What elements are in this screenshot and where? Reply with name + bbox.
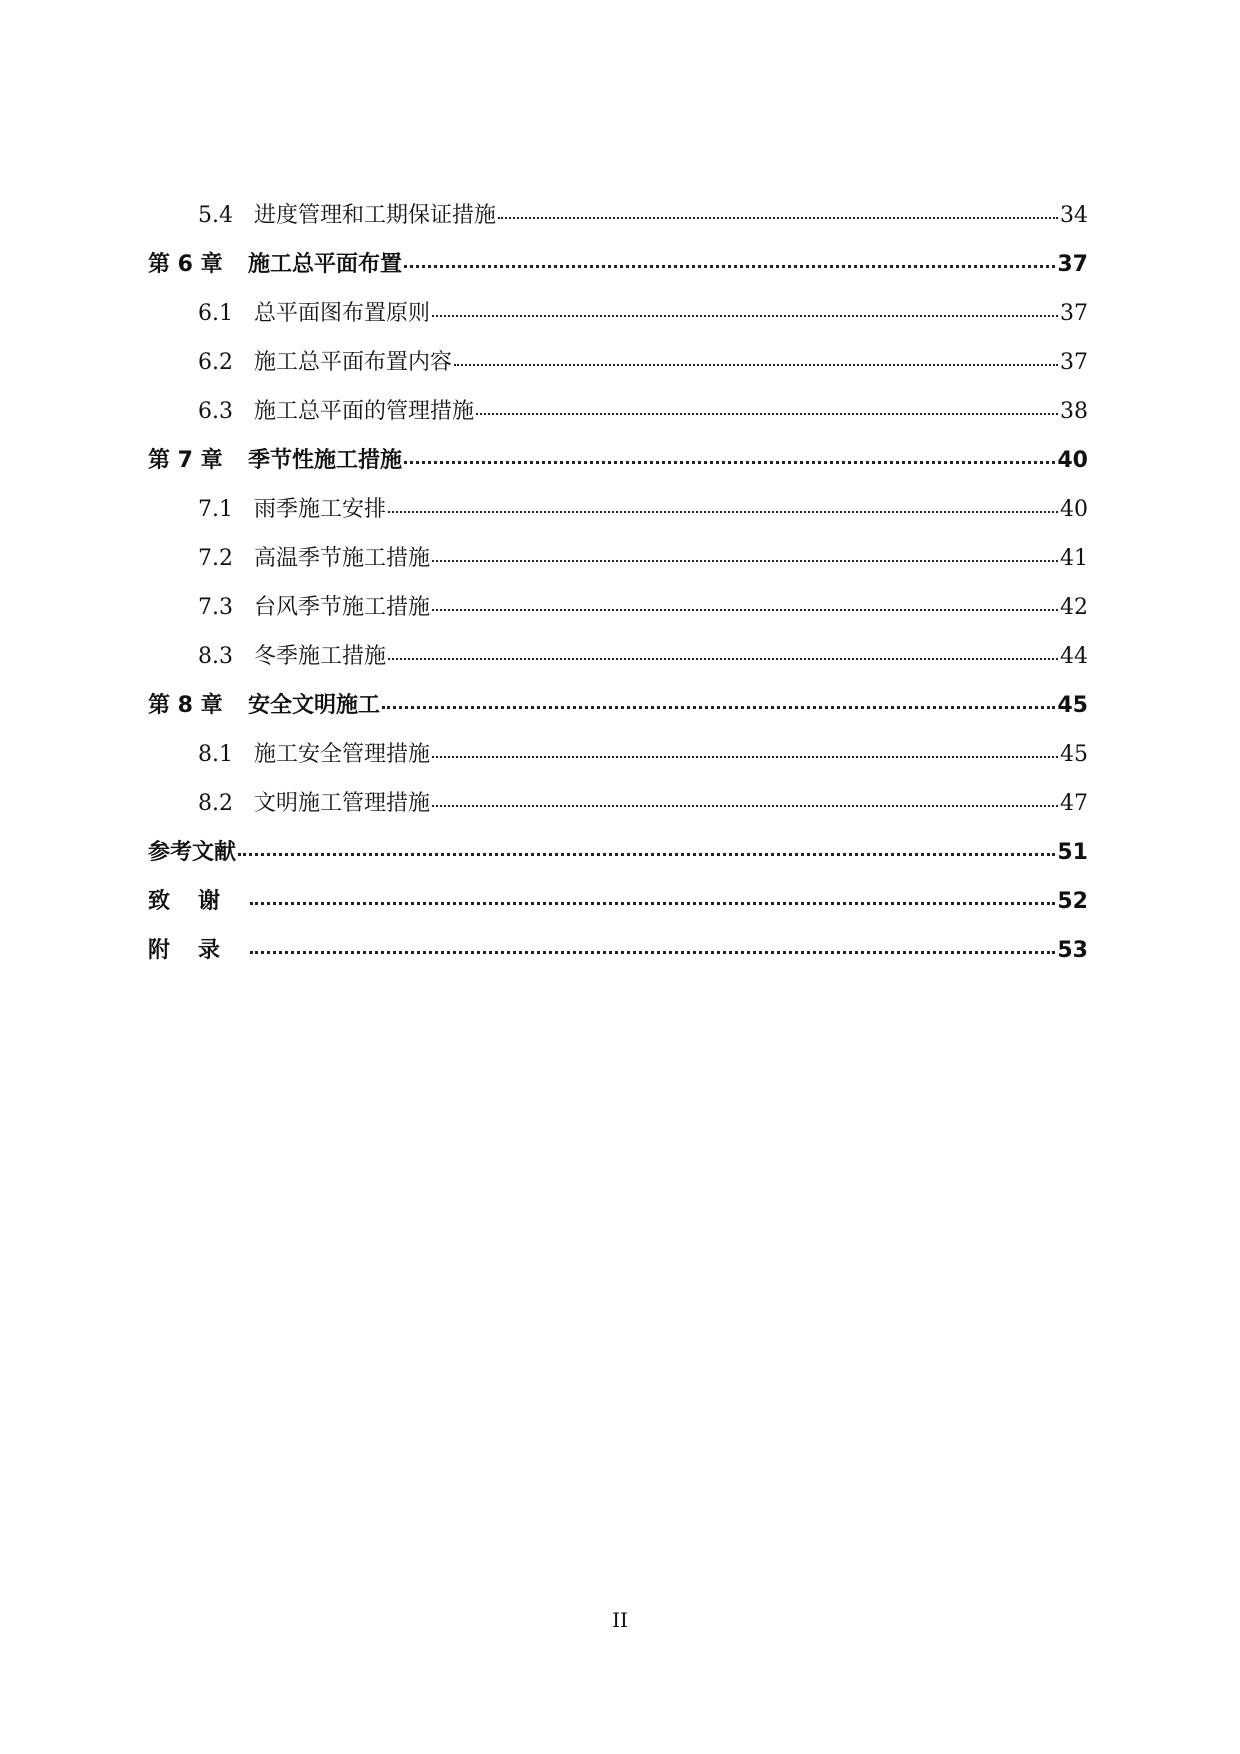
toc-section-entry[interactable] (148, 296, 1088, 345)
toc-entry-title: 致谢 (148, 889, 249, 914)
toc-entry-page: 34 (1060, 203, 1088, 228)
toc-entry-page: 47 (1060, 791, 1088, 816)
toc-entry-page: 37 (1060, 350, 1088, 375)
toc-entry-number: 8.3 (198, 644, 233, 669)
toc-entry-page: 40 (1060, 497, 1088, 522)
toc-chapter-entry[interactable] (148, 835, 1088, 884)
toc-dot-leader (454, 347, 1058, 369)
toc-entry-number: 5.4 (198, 203, 233, 228)
toc-entry-number: 6.2 (198, 350, 233, 375)
toc-entry-number: 第 8 章 (148, 693, 223, 718)
toc-dot-leader (250, 886, 1055, 908)
toc-entry-page: 44 (1060, 644, 1088, 669)
toc-entry-number: 8.1 (198, 742, 233, 767)
toc-entry-page: 37 (1057, 252, 1088, 277)
toc-chapter-entry[interactable] (148, 247, 1088, 296)
toc-entry-number: 7.2 (198, 546, 233, 571)
toc-entry-title: 高温季节施工措施 (254, 546, 431, 571)
toc-entry-page: 38 (1060, 399, 1088, 424)
toc-entry-page: 53 (1057, 938, 1088, 963)
toc-dot-leader (432, 739, 1058, 761)
toc-entry-number: 第 6 章 (148, 252, 223, 277)
toc-dot-leader (388, 494, 1058, 516)
toc-entry-title: 冬季施工措施 (254, 644, 387, 669)
toc-dot-leader (432, 298, 1058, 320)
toc-entry-page: 40 (1057, 448, 1088, 473)
toc-entry-title: 施工总平面布置内容 (254, 350, 453, 375)
toc-entry-number: 6.1 (198, 301, 233, 326)
toc-dot-leader (404, 249, 1055, 271)
toc-entry-page: 51 (1057, 840, 1088, 865)
toc-entry-title: 参考文献 (148, 840, 237, 865)
toc-section-entry[interactable] (148, 590, 1088, 639)
toc-entry-page: 45 (1057, 693, 1088, 718)
toc-dot-leader (404, 445, 1055, 467)
toc-dot-leader (238, 837, 1055, 859)
toc-chapter-entry[interactable] (148, 688, 1088, 737)
toc-entry-page: 45 (1060, 742, 1088, 767)
toc-dot-leader (432, 788, 1058, 810)
toc-entry-title: 施工总平面布置 (248, 252, 403, 277)
toc-entry-title: 安全文明施工 (248, 693, 381, 718)
toc-section-entry[interactable] (148, 737, 1088, 786)
page-number: II (612, 1608, 628, 1632)
toc-section-entry[interactable] (148, 639, 1088, 688)
toc-entry-title: 进度管理和工期保证措施 (254, 203, 497, 228)
table-of-contents (148, 198, 1088, 982)
toc-entry-number: 6.3 (198, 399, 233, 424)
toc-dot-leader (476, 396, 1058, 418)
toc-entry-page: 42 (1060, 595, 1088, 620)
toc-dot-leader (250, 935, 1055, 957)
toc-dot-leader (432, 543, 1058, 565)
toc-dot-leader (498, 200, 1058, 222)
toc-dot-leader (382, 690, 1055, 712)
toc-chapter-entry[interactable] (148, 884, 1088, 933)
toc-entry-number: 8.2 (198, 791, 233, 816)
toc-section-entry[interactable] (148, 345, 1088, 394)
toc-entry-number: 第 7 章 (148, 448, 223, 473)
toc-chapter-entry[interactable] (148, 443, 1088, 492)
toc-entry-number: 7.1 (198, 497, 233, 522)
toc-entry-number: 7.3 (198, 595, 233, 620)
toc-dot-leader (432, 592, 1058, 614)
toc-entry-page: 37 (1060, 301, 1088, 326)
toc-entry-title: 总平面图布置原则 (254, 301, 431, 326)
toc-section-entry[interactable] (148, 492, 1088, 541)
toc-entry-page: 52 (1057, 889, 1088, 914)
toc-dot-leader (388, 641, 1058, 663)
toc-entry-title: 施工安全管理措施 (254, 742, 431, 767)
toc-section-entry[interactable] (148, 541, 1088, 590)
toc-section-entry[interactable] (148, 786, 1088, 835)
toc-entry-title: 附录 (148, 938, 249, 963)
toc-entry-page: 41 (1060, 546, 1088, 571)
toc-chapter-entry[interactable] (148, 933, 1088, 982)
toc-entry-title: 台风季节施工措施 (254, 595, 431, 620)
toc-entry-title: 施工总平面的管理措施 (254, 399, 475, 424)
toc-entry-title: 季节性施工措施 (248, 448, 403, 473)
toc-entry-title: 雨季施工安排 (254, 497, 387, 522)
toc-section-entry[interactable] (148, 394, 1088, 443)
toc-section-entry[interactable] (148, 198, 1088, 247)
toc-entry-title: 文明施工管理措施 (254, 791, 431, 816)
